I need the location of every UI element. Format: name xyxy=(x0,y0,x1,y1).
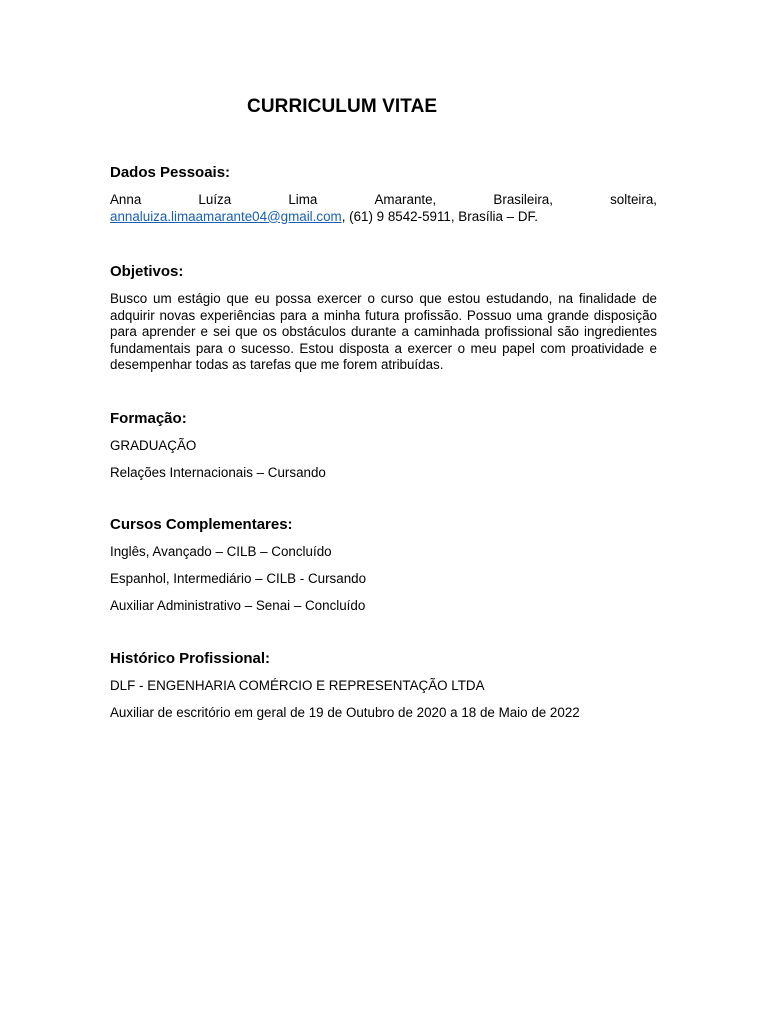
email-link[interactable]: annaluiza.limaamarante04@gmail.com xyxy=(110,208,342,224)
formacao-item: GRADUAÇÃO xyxy=(110,438,197,453)
section-heading: Objetivos: xyxy=(110,263,184,280)
personal-word: Luíza xyxy=(198,192,232,207)
personal-word: Amarante, xyxy=(374,192,437,207)
section-formacao xyxy=(110,410,657,482)
formacao-item: Relações Internacionais – Cursando xyxy=(110,464,326,480)
section-objetivos xyxy=(110,263,657,374)
section-heading: Histórico Profissional: xyxy=(110,650,271,667)
objetivos-text: Busco um estágio que eu possa exercer o curso que estou estudando, na finalidade de adquirir novas experiências para a minha futura profissão. Possuo uma grande disposição para aprender e sei que os obstáculos durante a caminhada profissional são ingredientes fundamentais para o sucesso. Estou disposta a exercer o meu papel com proatividade e desempenhar todas as tarefas que me forem atribuídas. xyxy=(110,291,657,373)
personal-word: solteira, xyxy=(610,192,657,207)
curso-item: Auxiliar Administrativo – Senai – Concluído xyxy=(110,597,366,613)
section-heading: Formação: xyxy=(110,410,187,427)
personal-word: Brasileira, xyxy=(493,192,553,207)
historico-item: Auxiliar de escritório em geral de 19 de Outubro de 2020 a 18 de Maio de 2022 xyxy=(110,704,580,720)
document-title: CURRICULUM VITAE xyxy=(247,96,438,117)
curso-item: Inglês, Avançado – CILB – Concluído xyxy=(110,544,332,559)
section-cursos xyxy=(110,516,657,615)
curso-item: Espanhol, Intermediário – CILB - Cursando xyxy=(110,570,367,586)
personal-word: Anna xyxy=(110,192,142,207)
section-dados-pessoais xyxy=(110,164,657,225)
historico-item: DLF - ENGENHARIA COMÉRCIO E REPRESENTAÇÃO LTDA xyxy=(110,678,485,693)
personal-info-line-1 xyxy=(110,192,657,209)
section-historico xyxy=(110,650,657,722)
contact-rest: , (61) 9 8542-5911, Brasília – DF. xyxy=(341,208,538,224)
personal-word: Lima xyxy=(288,192,318,207)
section-heading: Cursos Complementares: xyxy=(110,516,293,533)
section-heading: Dados Pessoais: xyxy=(110,164,231,181)
personal-info-line-2 xyxy=(110,209,657,226)
